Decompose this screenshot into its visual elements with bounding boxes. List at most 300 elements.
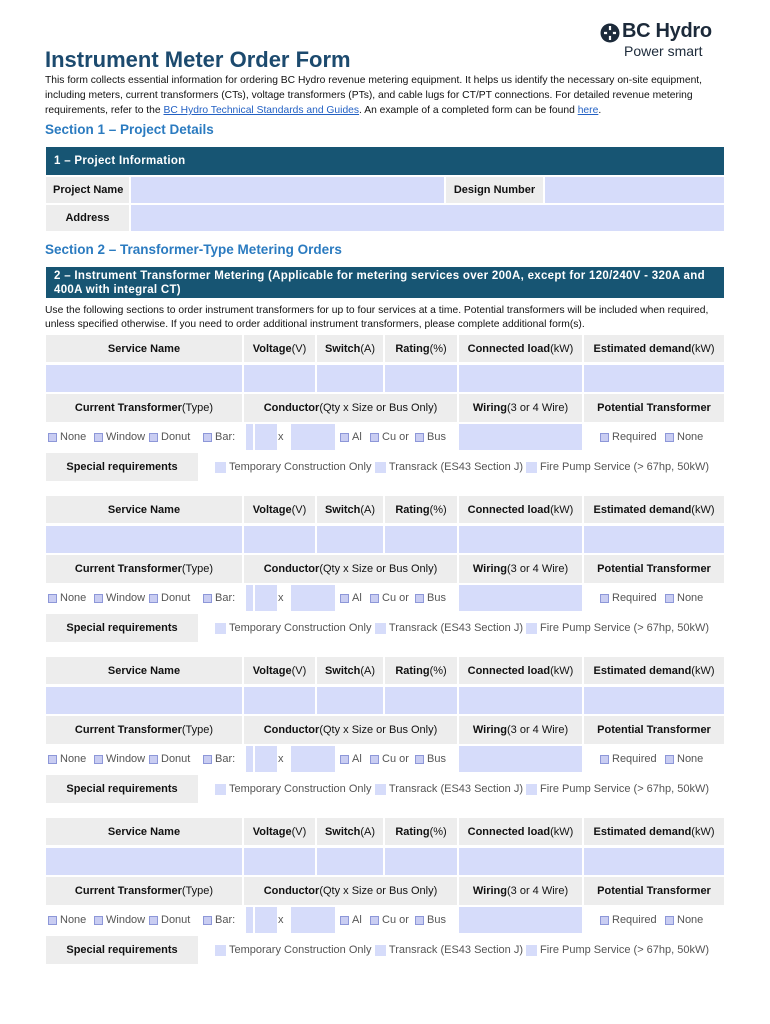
estimated-demand-label xyxy=(584,496,724,523)
ct-bar-text: Bar: xyxy=(215,592,236,604)
conductor-label-detail: (Qty x Size or Bus Only) xyxy=(319,563,438,575)
conductor-bus-option[interactable] xyxy=(415,907,455,933)
wiring-label xyxy=(459,716,582,744)
pt-none-option[interactable] xyxy=(665,746,715,772)
conductor-qty-input[interactable] xyxy=(255,907,277,933)
conductor-cu-text: Cu xyxy=(382,914,397,926)
wiring-label-detail: (3 or 4 Wire) xyxy=(507,885,569,897)
transrack-option[interactable] xyxy=(375,775,523,803)
connected-load-label-bold: Connected load xyxy=(467,342,551,355)
project-name-label: Project Name xyxy=(46,177,129,203)
rating-label-unit: (%) xyxy=(429,825,447,838)
conductor-or-text: or xyxy=(399,753,409,765)
ct-none-text: None xyxy=(60,431,87,443)
transrack-option[interactable] xyxy=(375,936,523,964)
project-info-bar: 1 – Project Information xyxy=(46,147,724,175)
ct-window-option[interactable] xyxy=(94,585,150,611)
conductor-or-text: or xyxy=(399,592,409,604)
conductor-label xyxy=(244,877,457,905)
ct-bar-checkbox[interactable] xyxy=(203,433,212,442)
ct-none-option[interactable] xyxy=(48,585,94,611)
fire-pump-checkbox[interactable] xyxy=(526,462,537,473)
connected-load-label xyxy=(459,496,582,523)
ct-none-checkbox[interactable] xyxy=(48,755,57,764)
ct-bar-checkbox[interactable] xyxy=(203,594,212,603)
instrument-metering-bar: 2 – Instrument Transformer Metering (Applicable for metering services over 200A, except for 120/240V - 320A and 400A with integral CT) xyxy=(46,267,724,298)
section2-note: Use the following sections to order instrument transformers for up to four services at a time. Potential transformers will be included when required, unless specified otherwise. If you need to order additional instrument transformers, please complete additional form(s). xyxy=(45,305,709,330)
intro-middle: . An example of a completed form can be found xyxy=(359,105,578,116)
rating-input[interactable] xyxy=(385,848,457,875)
switch-input[interactable] xyxy=(317,365,383,392)
example-form-link[interactable]: here xyxy=(577,105,599,116)
conductor-al-text: Al xyxy=(352,753,362,765)
rating-input[interactable] xyxy=(385,687,457,714)
conductor-al-option[interactable] xyxy=(340,585,368,611)
pt-required-text: Required xyxy=(612,431,657,443)
conductor-label-detail: (Qty x Size or Bus Only) xyxy=(319,724,438,736)
ct-bar-input[interactable] xyxy=(246,907,253,933)
connected-load-input[interactable] xyxy=(459,526,582,553)
conductor-size-input[interactable] xyxy=(291,907,335,933)
rating-label-unit: (%) xyxy=(429,503,447,516)
wiring-label xyxy=(459,555,582,583)
pt-required-option[interactable] xyxy=(600,907,666,933)
pt-none-text: None xyxy=(677,914,704,926)
ct-window-option[interactable] xyxy=(94,746,150,772)
project-name-input[interactable] xyxy=(131,177,444,203)
pt-none-option[interactable] xyxy=(665,424,715,450)
conductor-cu-text: Cu xyxy=(382,431,397,443)
wiring-label-detail: (3 or 4 Wire) xyxy=(507,563,569,575)
conductor-al-checkbox[interactable] xyxy=(340,433,349,442)
temporary-construction-text: Temporary Construction Only xyxy=(229,783,372,795)
voltage-label xyxy=(244,818,315,845)
ct-bar-checkbox[interactable] xyxy=(203,755,212,764)
wiring-label xyxy=(459,877,582,905)
voltage-label-unit: (V) xyxy=(291,342,307,355)
conductor-cu-checkbox[interactable] xyxy=(370,755,379,764)
wiring-label-detail: (3 or 4 Wire) xyxy=(507,724,569,736)
pt-required-text: Required xyxy=(612,753,657,765)
potential-transformer-label: Potential Transformer xyxy=(584,716,724,744)
pt-none-checkbox[interactable] xyxy=(665,594,674,603)
conductor-label-bold: Conductor xyxy=(263,724,320,736)
ct-window-checkbox[interactable] xyxy=(94,916,103,925)
voltage-label-bold: Voltage xyxy=(252,503,292,516)
rating-label xyxy=(385,335,457,362)
ct-bar-input[interactable] xyxy=(246,585,253,611)
transrack-checkbox[interactable] xyxy=(375,784,386,795)
transrack-option[interactable] xyxy=(375,453,523,481)
conductor-bus-checkbox[interactable] xyxy=(415,433,424,442)
potential-transformer-label: Potential Transformer xyxy=(584,394,724,422)
voltage-label-bold: Voltage xyxy=(252,664,292,677)
conductor-label-bold: Conductor xyxy=(263,563,320,575)
conductor-label-detail: (Qty x Size or Bus Only) xyxy=(319,402,438,414)
fire-pump-option[interactable] xyxy=(526,936,716,964)
estimated-demand-label xyxy=(584,657,724,684)
switch-label-bold: Switch xyxy=(324,825,361,838)
conductor-al-checkbox[interactable] xyxy=(340,916,349,925)
temporary-construction-option[interactable] xyxy=(215,775,375,803)
pt-none-checkbox[interactable] xyxy=(665,916,674,925)
pt-required-checkbox[interactable] xyxy=(600,594,609,603)
fire-pump-text: Fire Pump Service (> 67hp, 50kW) xyxy=(540,783,710,795)
pt-none-checkbox[interactable] xyxy=(665,433,674,442)
voltage-input[interactable] xyxy=(244,687,315,714)
voltage-label xyxy=(244,335,315,362)
voltage-label-unit: (V) xyxy=(291,503,307,516)
temporary-construction-checkbox[interactable] xyxy=(215,784,226,795)
ct-window-checkbox[interactable] xyxy=(94,755,103,764)
connected-load-input[interactable] xyxy=(459,848,582,875)
estimated-demand-input[interactable] xyxy=(584,848,724,875)
estimated-demand-label-unit: (kW) xyxy=(691,664,715,677)
service-name-input[interactable] xyxy=(46,365,242,392)
ct-donut-text: Donut xyxy=(161,753,191,765)
voltage-input[interactable] xyxy=(244,848,315,875)
potential-transformer-label: Potential Transformer xyxy=(584,555,724,583)
service-name-label: Service Name xyxy=(46,335,242,362)
conductor-label-bold: Conductor xyxy=(263,402,320,414)
logo-tagline: Power smart xyxy=(624,43,703,59)
connected-load-label-unit: (kW) xyxy=(550,503,574,516)
intro-after: . xyxy=(598,105,602,116)
conductor-bus-text: Bus xyxy=(427,592,446,604)
ct-bar-input[interactable] xyxy=(246,746,253,772)
conductor-cu-option[interactable] xyxy=(370,424,418,450)
ct-window-text: Window xyxy=(106,592,146,604)
rating-input[interactable] xyxy=(385,526,457,553)
pt-none-text: None xyxy=(677,431,704,443)
current-transformer-label xyxy=(46,394,242,422)
voltage-input[interactable] xyxy=(244,526,315,553)
pt-required-option[interactable] xyxy=(600,424,666,450)
transrack-text: Transrack (ES43 Section J) xyxy=(388,783,523,795)
service-name-label: Service Name xyxy=(46,496,242,523)
transrack-checkbox[interactable] xyxy=(375,623,386,634)
transrack-checkbox[interactable] xyxy=(375,462,386,473)
section2-heading: Section 2 – Transformer-Type Metering Orders xyxy=(45,242,342,257)
ct-donut-option[interactable] xyxy=(149,424,201,450)
temporary-construction-text: Temporary Construction Only xyxy=(229,461,372,473)
ct-bar-option[interactable] xyxy=(203,907,243,933)
ct-bar-text: Bar: xyxy=(215,753,236,765)
technical-standards-link[interactable]: BC Hydro Technical Standards and Guides xyxy=(163,105,360,116)
conductor-bus-option[interactable] xyxy=(415,424,455,450)
ct-bar-option[interactable] xyxy=(203,746,243,772)
fire-pump-checkbox[interactable] xyxy=(526,784,537,795)
temporary-construction-text: Temporary Construction Only xyxy=(229,944,372,956)
conductor-bus-text: Bus xyxy=(427,753,446,765)
bc-hydro-logo-icon xyxy=(600,23,620,43)
temporary-construction-checkbox[interactable] xyxy=(215,623,226,634)
temporary-construction-option[interactable] xyxy=(215,453,375,481)
fire-pump-option[interactable] xyxy=(526,775,716,803)
wiring-label-bold: Wiring xyxy=(472,885,507,897)
transrack-checkbox[interactable] xyxy=(375,945,386,956)
special-requirements-label: Special requirements xyxy=(46,936,198,964)
bc-hydro-logo xyxy=(598,19,723,61)
switch-input[interactable] xyxy=(317,848,383,875)
pt-none-text: None xyxy=(677,753,704,765)
wiring-input[interactable] xyxy=(459,424,582,450)
pt-required-option[interactable] xyxy=(600,585,666,611)
ct-window-text: Window xyxy=(106,914,146,926)
wiring-label-bold: Wiring xyxy=(472,563,507,575)
service-name-input[interactable] xyxy=(46,848,242,875)
conductor-cu-option[interactable] xyxy=(370,746,418,772)
temporary-construction-checkbox[interactable] xyxy=(215,945,226,956)
estimated-demand-label xyxy=(584,335,724,362)
ct-none-checkbox[interactable] xyxy=(48,594,57,603)
estimated-demand-label-bold: Estimated demand xyxy=(593,825,692,838)
temporary-construction-option[interactable] xyxy=(215,614,375,642)
connected-load-label-unit: (kW) xyxy=(550,664,574,677)
conductor-size-input[interactable] xyxy=(291,424,335,450)
ct-donut-option[interactable] xyxy=(149,585,201,611)
switch-label-unit: (A) xyxy=(360,342,376,355)
connected-load-label xyxy=(459,335,582,362)
rating-label-bold: Rating xyxy=(395,664,430,677)
ct-bar-option[interactable] xyxy=(203,424,243,450)
fire-pump-text: Fire Pump Service (> 67hp, 50kW) xyxy=(540,944,710,956)
connected-load-input[interactable] xyxy=(459,687,582,714)
connected-load-label-unit: (kW) xyxy=(550,342,574,355)
special-requirements-label: Special requirements xyxy=(46,453,198,481)
switch-label-unit: (A) xyxy=(360,825,376,838)
switch-label-bold: Switch xyxy=(324,342,361,355)
transrack-text: Transrack (ES43 Section J) xyxy=(388,944,523,956)
ct-donut-checkbox[interactable] xyxy=(149,433,158,442)
connected-load-label-bold: Connected load xyxy=(467,825,551,838)
address-label: Address xyxy=(46,205,129,231)
rating-label xyxy=(385,818,457,845)
fire-pump-option[interactable] xyxy=(526,614,716,642)
conductor-bus-checkbox[interactable] xyxy=(415,916,424,925)
ct-donut-checkbox[interactable] xyxy=(149,916,158,925)
ct-bar-input[interactable] xyxy=(246,424,253,450)
ct-none-option[interactable] xyxy=(48,424,94,450)
conductor-al-text: Al xyxy=(352,914,362,926)
rating-label-bold: Rating xyxy=(395,825,430,838)
pt-required-option[interactable] xyxy=(600,746,666,772)
rating-label xyxy=(385,496,457,523)
address-input[interactable] xyxy=(131,205,724,231)
transrack-text: Transrack (ES43 Section J) xyxy=(388,622,523,634)
ct-label-type: (Type) xyxy=(181,724,214,736)
ct-window-text: Window xyxy=(106,753,146,765)
ct-window-checkbox[interactable] xyxy=(94,433,103,442)
ct-none-option[interactable] xyxy=(48,907,94,933)
pt-none-option[interactable] xyxy=(665,585,715,611)
ct-window-checkbox[interactable] xyxy=(94,594,103,603)
pt-none-text: None xyxy=(677,592,704,604)
estimated-demand-label xyxy=(584,818,724,845)
temporary-construction-checkbox[interactable] xyxy=(215,462,226,473)
connected-load-input[interactable] xyxy=(459,365,582,392)
wiring-label xyxy=(459,394,582,422)
ct-none-text: None xyxy=(60,753,87,765)
voltage-label-unit: (V) xyxy=(291,664,307,677)
switch-label-unit: (A) xyxy=(360,503,376,516)
conductor-bus-option[interactable] xyxy=(415,585,455,611)
switch-label xyxy=(317,657,383,684)
ct-label-bold: Current Transformer xyxy=(74,724,182,736)
conductor-al-option[interactable] xyxy=(340,424,368,450)
ct-donut-checkbox[interactable] xyxy=(149,755,158,764)
conductor-qty-input[interactable] xyxy=(255,746,277,772)
conductor-al-text: Al xyxy=(352,592,362,604)
conductor-cu-text: Cu xyxy=(382,592,397,604)
conductor-cu-checkbox[interactable] xyxy=(370,916,379,925)
conductor-size-input[interactable] xyxy=(291,585,335,611)
voltage-label-bold: Voltage xyxy=(252,825,292,838)
wiring-input[interactable] xyxy=(459,746,582,772)
conductor-bus-checkbox[interactable] xyxy=(415,755,424,764)
estimated-demand-label-unit: (kW) xyxy=(691,503,715,516)
conductor-cu-checkbox[interactable] xyxy=(370,594,379,603)
conductor-x-text: x xyxy=(278,431,284,443)
fire-pump-checkbox[interactable] xyxy=(526,623,537,634)
ct-bar-text: Bar: xyxy=(215,431,236,443)
estimated-demand-label-bold: Estimated demand xyxy=(593,664,692,677)
conductor-bus-text: Bus xyxy=(427,431,446,443)
wiring-input[interactable] xyxy=(459,585,582,611)
conductor-qty-input[interactable] xyxy=(255,424,277,450)
pt-required-checkbox[interactable] xyxy=(600,755,609,764)
service-name-label: Service Name xyxy=(46,818,242,845)
rating-label-unit: (%) xyxy=(429,342,447,355)
pt-required-checkbox[interactable] xyxy=(600,916,609,925)
estimated-demand-input[interactable] xyxy=(584,687,724,714)
conductor-label xyxy=(244,555,457,583)
conductor-x-text: x xyxy=(278,592,284,604)
voltage-label-bold: Voltage xyxy=(252,342,292,355)
conductor-or-text: or xyxy=(399,431,409,443)
conductor-size-input[interactable] xyxy=(291,746,335,772)
pt-none-option[interactable] xyxy=(665,907,715,933)
ct-label-bold: Current Transformer xyxy=(74,402,182,414)
conductor-label-detail: (Qty x Size or Bus Only) xyxy=(319,885,438,897)
ct-donut-checkbox[interactable] xyxy=(149,594,158,603)
page-title: Instrument Meter Order Form xyxy=(45,47,351,72)
conductor-bus-text: Bus xyxy=(427,914,446,926)
voltage-input[interactable] xyxy=(244,365,315,392)
switch-input[interactable] xyxy=(317,526,383,553)
temporary-construction-text: Temporary Construction Only xyxy=(229,622,372,634)
conductor-cu-text: Cu xyxy=(382,753,397,765)
conductor-qty-input[interactable] xyxy=(255,585,277,611)
connected-load-label-bold: Connected load xyxy=(467,664,551,677)
switch-label-bold: Switch xyxy=(324,664,361,677)
special-requirements-label: Special requirements xyxy=(46,614,198,642)
ct-donut-text: Donut xyxy=(161,914,191,926)
conductor-cu-option[interactable] xyxy=(370,585,418,611)
ct-bar-option[interactable] xyxy=(203,585,243,611)
service-name-input[interactable] xyxy=(46,687,242,714)
conductor-x-text: x xyxy=(278,914,284,926)
ct-label-type: (Type) xyxy=(181,563,214,575)
current-transformer-label xyxy=(46,716,242,744)
transrack-text: Transrack (ES43 Section J) xyxy=(388,461,523,473)
service-name-input[interactable] xyxy=(46,526,242,553)
ct-donut-option[interactable] xyxy=(149,907,201,933)
voltage-label-unit: (V) xyxy=(291,825,307,838)
rating-label xyxy=(385,657,457,684)
conductor-cu-checkbox[interactable] xyxy=(370,433,379,442)
ct-donut-option[interactable] xyxy=(149,746,201,772)
ct-none-checkbox[interactable] xyxy=(48,433,57,442)
conductor-al-option[interactable] xyxy=(340,746,368,772)
estimated-demand-label-bold: Estimated demand xyxy=(593,342,692,355)
fire-pump-text: Fire Pump Service (> 67hp, 50kW) xyxy=(540,622,710,634)
transrack-option[interactable] xyxy=(375,614,523,642)
estimated-demand-label-unit: (kW) xyxy=(691,825,715,838)
special-requirements-label: Special requirements xyxy=(46,775,198,803)
ct-window-option[interactable] xyxy=(94,907,150,933)
fire-pump-text: Fire Pump Service (> 67hp, 50kW) xyxy=(540,461,710,473)
ct-bar-checkbox[interactable] xyxy=(203,916,212,925)
estimated-demand-label-unit: (kW) xyxy=(691,342,715,355)
switch-input[interactable] xyxy=(317,687,383,714)
conductor-al-checkbox[interactable] xyxy=(340,594,349,603)
conductor-al-checkbox[interactable] xyxy=(340,755,349,764)
rating-label-bold: Rating xyxy=(395,342,430,355)
section1-heading: Section 1 – Project Details xyxy=(45,122,214,137)
fire-pump-option[interactable] xyxy=(526,453,716,481)
temporary-construction-option[interactable] xyxy=(215,936,375,964)
service-name-label: Service Name xyxy=(46,657,242,684)
ct-none-checkbox[interactable] xyxy=(48,916,57,925)
connected-load-label-unit: (kW) xyxy=(550,825,574,838)
ct-label-type: (Type) xyxy=(181,402,214,414)
ct-none-option[interactable] xyxy=(48,746,94,772)
ct-window-text: Window xyxy=(106,431,146,443)
conductor-label-bold: Conductor xyxy=(263,885,320,897)
conductor-al-option[interactable] xyxy=(340,907,368,933)
connected-load-label-bold: Connected load xyxy=(467,503,551,516)
conductor-label xyxy=(244,716,457,744)
pt-none-checkbox[interactable] xyxy=(665,755,674,764)
estimated-demand-input[interactable] xyxy=(584,365,724,392)
rating-label-bold: Rating xyxy=(395,503,430,516)
wiring-label-detail: (3 or 4 Wire) xyxy=(507,402,569,414)
design-number-input[interactable] xyxy=(545,177,724,203)
wiring-label-bold: Wiring xyxy=(472,402,507,414)
pt-required-text: Required xyxy=(612,914,657,926)
switch-label xyxy=(317,496,383,523)
conductor-al-text: Al xyxy=(352,431,362,443)
estimated-demand-input[interactable] xyxy=(584,526,724,553)
voltage-label xyxy=(244,657,315,684)
current-transformer-label xyxy=(46,877,242,905)
pt-required-checkbox[interactable] xyxy=(600,433,609,442)
conductor-or-text: or xyxy=(399,914,409,926)
conductor-bus-option[interactable] xyxy=(415,746,455,772)
ct-label-type: (Type) xyxy=(181,885,214,897)
ct-window-option[interactable] xyxy=(94,424,150,450)
rating-label-unit: (%) xyxy=(429,664,447,677)
wiring-input[interactable] xyxy=(459,907,582,933)
fire-pump-checkbox[interactable] xyxy=(526,945,537,956)
rating-input[interactable] xyxy=(385,365,457,392)
pt-required-text: Required xyxy=(612,592,657,604)
ct-donut-text: Donut xyxy=(161,592,191,604)
conductor-bus-checkbox[interactable] xyxy=(415,594,424,603)
conductor-cu-option[interactable] xyxy=(370,907,418,933)
estimated-demand-label-bold: Estimated demand xyxy=(593,503,692,516)
